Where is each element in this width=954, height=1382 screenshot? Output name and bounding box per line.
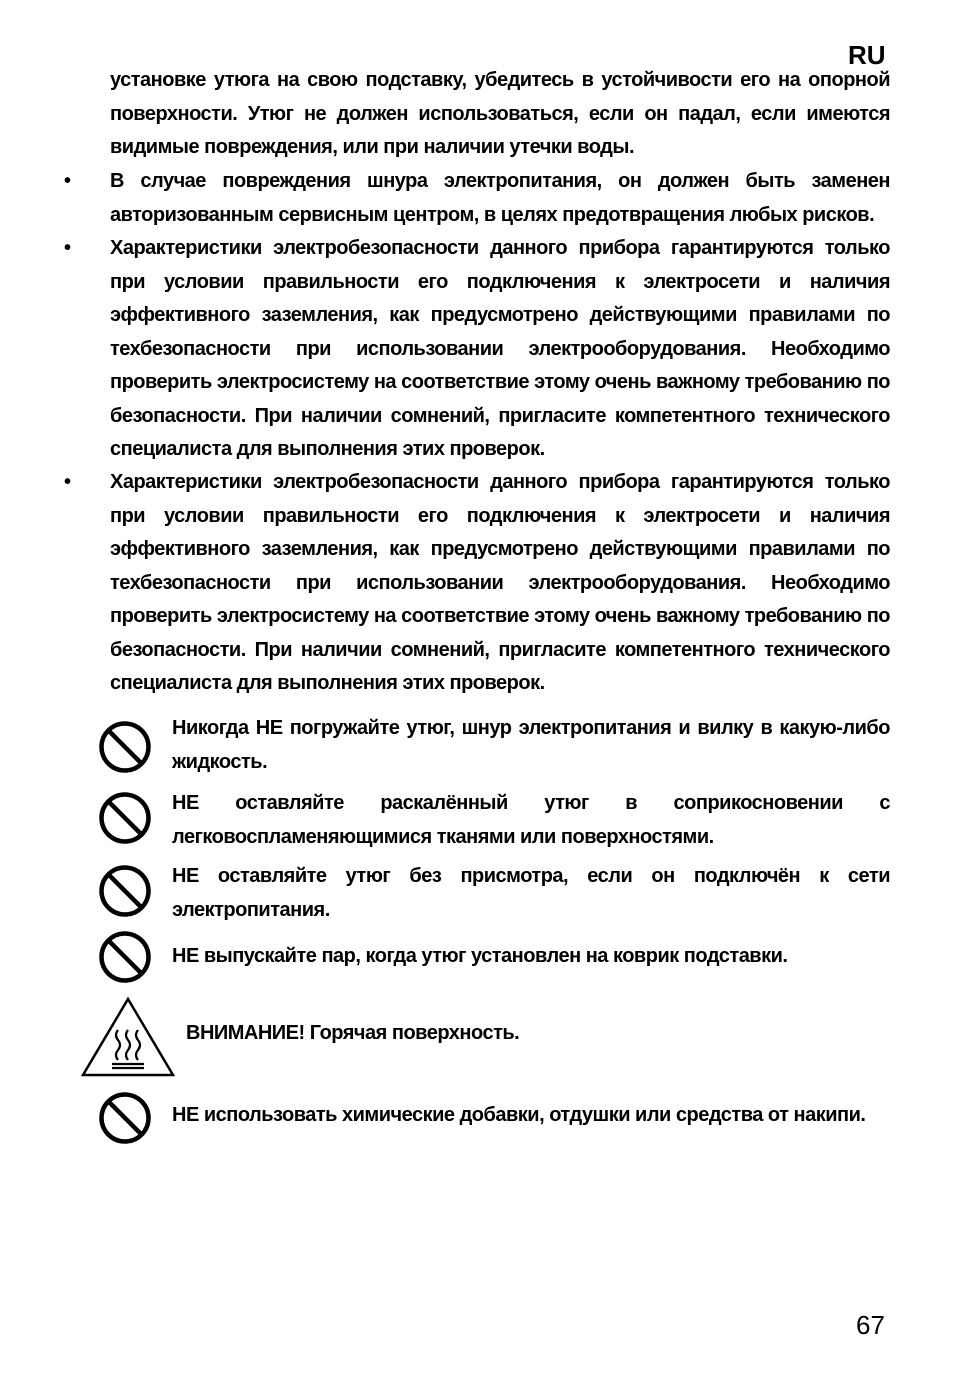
bullet-mark: • — [64, 471, 72, 493]
warning-text-no-chemicals: НЕ использовать химические добавки, отдушки или средства от накипи. — [172, 1104, 866, 1126]
hot-surface-warning-icon — [80, 996, 176, 1078]
warning-text-hot-surface: ВНИМАНИЕ! Горячая поверхность. — [186, 1022, 520, 1044]
warning-text-flammable: НЕ оставляйте раскалённый утюг в соприкосновении с легковоспламеняющимися тканями или поверхностями. — [172, 792, 890, 848]
prohibition-icon — [98, 930, 152, 984]
bullet-item-electrical-safety: Характеристики электробезопасности данного прибора гарантируются только при условии правильности его подключения к электросети и наличия эффективного заземления, как предусмотрено действующими правилами по техбезопасности при использовании электрооборудования. Необходимо проверить электросистему на соответствие этому очень важному требованию по безопасности. При наличии сомнений, пригласите компетентного технического специалиста для выполнения этих проверок. — [110, 237, 890, 460]
warning-text-no-steam-on-mat: НЕ выпускайте пар, когда утюг установлен на коврик подставки. — [172, 945, 788, 967]
prohibition-icon — [98, 864, 152, 918]
bullet-mark: • — [64, 170, 72, 192]
bullet-item-electrical-safety-repeat: Характеристики электробезопасности данного прибора гарантируются только при условии правильности его подключения к электросети и наличия эффективного заземления, как предусмотрено действующими правилами по техбезопасности при использовании электрооборудования. Необходимо проверить электросистему на соответствие этому очень важному требованию по безопасности. При наличии сомнений, пригласите компетентного технического специалиста для выполнения этих проверок. — [110, 471, 890, 694]
bullet-mark: • — [64, 237, 72, 259]
prohibition-icon — [98, 791, 152, 845]
prohibition-icon — [98, 1091, 152, 1145]
page-number: 67 — [856, 1310, 885, 1340]
continuation-paragraph: установке утюга на свою подставку, убедитесь в устойчивости его на опорной поверхности. Утюг не должен использоваться, если он падал, если имеются видимые повреждения, или при наличии утечки воды. — [110, 69, 890, 158]
warning-text-no-immersion: Никогда НЕ погружайте утюг, шнур электропитания и вилку в какую-либо жидкость. — [172, 717, 890, 773]
language-code: RU — [848, 40, 886, 70]
prohibition-icon — [98, 720, 152, 774]
warning-text-unattended: НЕ оставляйте утюг без присмотра, если он подключён к сети электропитания. — [172, 865, 890, 921]
bullet-item-cord-damage: В случае повреждения шнура электропитания, он должен быть заменен авторизованным сервисным центром, в целях предотвращения любых рисков. — [110, 170, 890, 226]
